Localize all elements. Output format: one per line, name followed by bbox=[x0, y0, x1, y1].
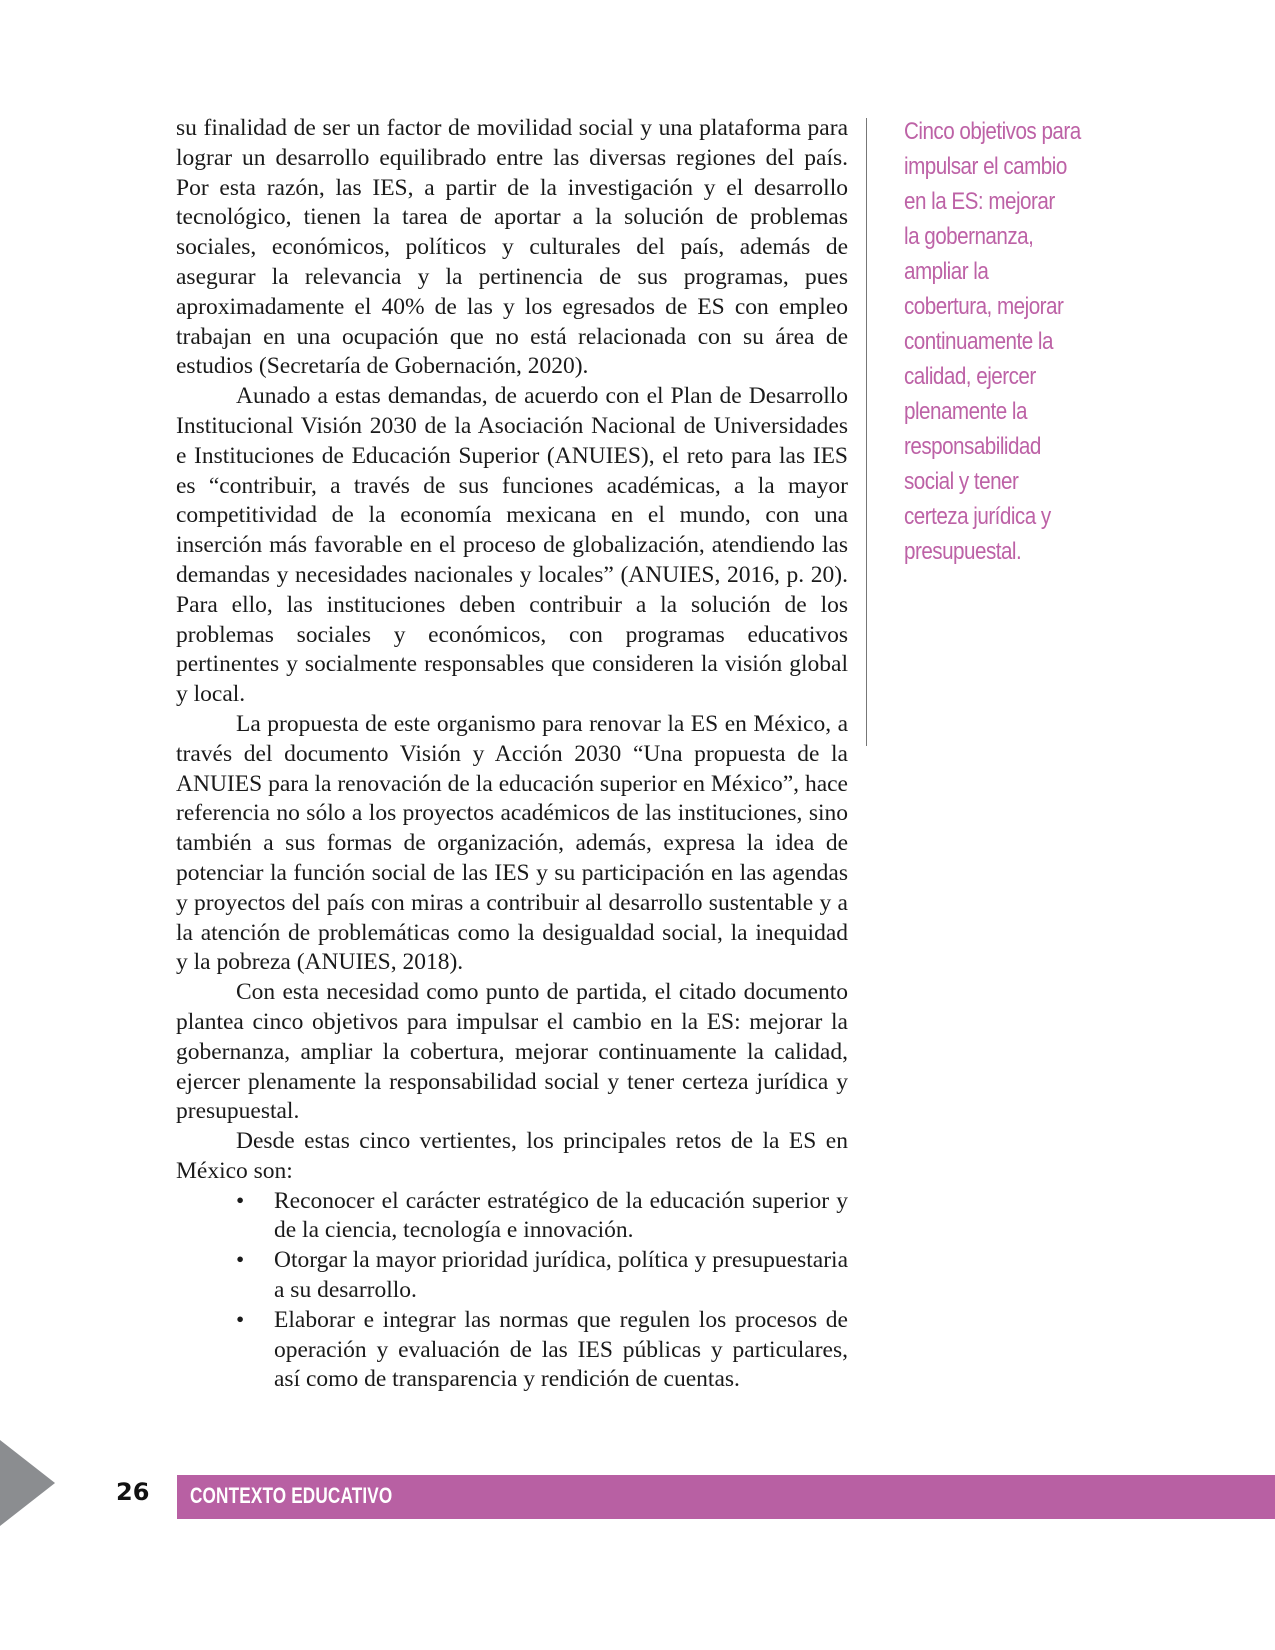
sidenote-line: Cinco objetivos para bbox=[904, 118, 1081, 145]
list-item-text: Elaborar e integrar las normas que regulen los procesos de operación y evaluación de las IES públicas y particulares, así como de transparencia y rendición de cuentas. bbox=[274, 1306, 848, 1393]
sidenote-line: en la ES: mejorar bbox=[904, 188, 1055, 215]
list-item-text: Otorgar la mayor prioridad jurídica, política y presupuestaria a su desarrollo. bbox=[274, 1247, 848, 1304]
sidenote-pull-quote bbox=[904, 114, 1102, 569]
body-paragraph: su finalidad de ser un factor de movilidad social y una plataforma para lograr un desarrollo equilibrado entre las diversas regiones del país. Por esta razón, las IES, a partir de la investigación y el desarrollo tecnológico, tienen la tarea de aportar a la solución de problemas sociales, económicos, políticos y culturales del país, además de asegurar la relevancia y la pertinencia de sus programas, pues aproximadamente el 40% de las y los egresados de ES con empleo trabajan en una ocupación que no está relacionada con su área de estudios (Secretaría de Gobernación, 2020). bbox=[176, 115, 848, 380]
body-paragraph: Desde estas cinco vertientes, los principales retos de la ES en México son: bbox=[176, 1128, 848, 1184]
bullet-icon: • bbox=[236, 1247, 245, 1274]
list-item bbox=[176, 1246, 848, 1306]
sidenote-line: ampliar la bbox=[904, 258, 989, 285]
footer-section-band bbox=[177, 1475, 1275, 1519]
sidenote-line: certeza jurídica y bbox=[904, 503, 1051, 530]
sidenote-line: responsabilidad bbox=[904, 433, 1041, 460]
list-item bbox=[176, 1187, 848, 1247]
sidenote-line: plenamente la bbox=[904, 398, 1027, 425]
sidenote-line: continuamente la bbox=[904, 328, 1053, 355]
challenges-list bbox=[176, 1187, 848, 1396]
sidenote-line: presupuestal. bbox=[904, 538, 1022, 565]
bullet-icon: • bbox=[236, 1306, 245, 1333]
list-item-text: Reconocer el carácter estratégico de la educación superior y de la ciencia, tecnología e innovación. bbox=[274, 1187, 848, 1244]
footer-triangle-icon bbox=[0, 1440, 55, 1526]
sidenote-line: la gobernanza, bbox=[904, 223, 1034, 250]
sidenote-divider bbox=[866, 118, 867, 746]
body-paragraph: Con esta necesidad como punto de partida, el citado documento plantea cinco objetivos para impulsar el cambio en la ES: mejorar la gobernanza, ampliar la cobertura, mejorar continuamente la calidad, ejercer plenamente la responsabilidad social y tener certeza jurídica y presupuestal. bbox=[176, 979, 848, 1125]
body-paragraph: La propuesta de este organismo para renovar la ES en México, a través del documento Visión y Acción 2030 “Una propuesta de la ANUIES para la renovación de la educación superior en México”, hace referencia no sólo a los proyectos académicos de las instituciones, sino también a sus formas de organización, además, expresa la idea de potenciar la función social de las IES y su participación en las agendas y proyectos del país con miras a contribuir al desarrollo sustentable y a la atención de problemáticas como la desigualdad social, la inequidad y la pobreza (ANUIES, 2018). bbox=[176, 710, 848, 976]
main-text-column bbox=[176, 114, 848, 1395]
sidenote-line: calidad, ejercer bbox=[904, 363, 1036, 390]
section-label: CONTEXTO EDUCATIVO bbox=[190, 1483, 393, 1508]
sidenote-line: social y tener bbox=[904, 468, 1019, 495]
sidenote-line: impulsar el cambio bbox=[904, 153, 1067, 180]
sidenote-line: cobertura, mejorar bbox=[904, 293, 1064, 320]
page-number: 26 bbox=[116, 1478, 150, 1506]
bullet-icon: • bbox=[236, 1187, 245, 1214]
list-item bbox=[176, 1306, 848, 1395]
body-paragraph: Aunado a estas demandas, de acuerdo con el Plan de Desarrollo Institucional Visión 2030 de la Asociación Nacional de Universidades e Instituciones de Educación Superior (ANUIES), el reto para las IES es “contribuir, a través de sus funciones académicas, a la mayor competitividad de la economía mexicana en el mundo, con una inserción más favorable en el proceso de globalización, atendiendo las demandas y necesidades nacionales y locales” (ANUIES, 2016, p. 20). Para ello, las instituciones deben contribuir a la solución de los problemas sociales y económicos, con programas educativos pertinentes y socialmente responsables que consideren la visión global y local. bbox=[176, 383, 848, 708]
